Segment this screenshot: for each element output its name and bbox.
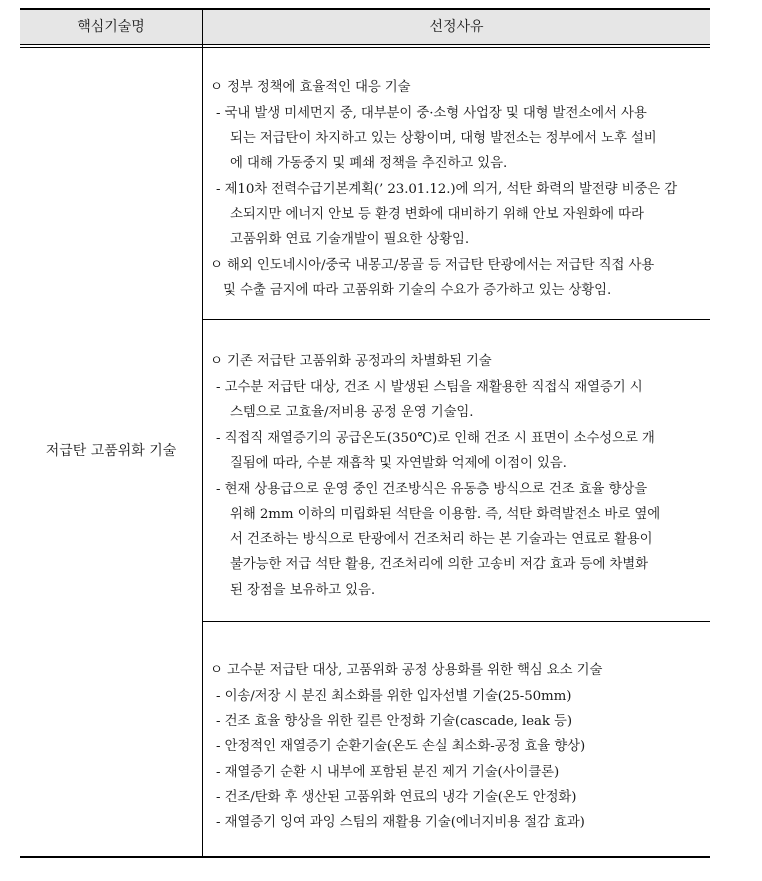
section-2-line: ㅇ 기존 저급탄 고품위화 공정과의 차별화된 기술 bbox=[210, 354, 492, 369]
section-3-line: - 이송/저장 시 분진 최소화를 위한 입자선별 기술(25-50mm) bbox=[216, 689, 572, 704]
section-2-line: 서 건조하는 방식으로 탄광에서 건조처리 하는 본 기술과는 연료로 활용이 bbox=[230, 532, 653, 547]
section-3-line: - 재열증기 잉여 과잉 스팀의 재활용 기술(에너지비용 절감 효과) bbox=[216, 815, 585, 830]
section-1-line: - 국내 발생 미세먼지 중, 대부분이 중·소형 사업장 및 대형 발전소에서 사용 bbox=[216, 106, 647, 121]
section-1-line: 되는 저급탄이 차지하고 있는 상황이며, 대형 발전소는 정부에서 노후 설비 bbox=[230, 131, 657, 146]
section-3-line: - 안정적인 재열증기 순환기술(온도 손실 최소화-공정 효율 향상) bbox=[216, 739, 586, 754]
section-1-line: 고품위화 연료 기술개발이 필요한 상황임. bbox=[230, 232, 469, 247]
reason-section-1 bbox=[203, 48, 710, 319]
section-1-line: 소되지만 에너지 안보 등 환경 변화에 대비하기 위해 안보 자원화에 따라 bbox=[230, 207, 644, 222]
section-2-line: 불가능한 저급 석탄 활용, 건조처리에 의한 고송비 저감 효과 등에 차별화 bbox=[230, 557, 648, 572]
section-3-line: - 건조 효율 향상을 위한 킬른 안정화 기술(cascade, leak 등) bbox=[216, 714, 572, 729]
section-2-line: - 현재 상용급으로 운영 중인 건조방식은 유동층 방식으로 건조 효율 향상을 bbox=[216, 482, 648, 497]
section-3-line: - 건조/탄화 후 생산된 고품위화 연료의 냉각 기술(온도 안정화) bbox=[216, 790, 577, 805]
section-2-line: 된 장점을 보유하고 있음. bbox=[230, 583, 375, 598]
section-3-line: - 재열증기 순환 시 내부에 포함된 분진 제거 기술(사이클론) bbox=[216, 765, 560, 780]
section-2-line: - 고수분 저급탄 대상, 건조 시 발생된 스팀을 재활용한 직접식 재열증기 시 bbox=[216, 380, 643, 395]
header-reason: 선정사유 bbox=[429, 19, 484, 35]
section-1-line: ㅇ 해외 인도네시아/중국 내몽고/몽골 등 저급탄 탄광에서는 저급탄 직접 사용 bbox=[210, 258, 655, 273]
tech-name-cell: 저급탄 고품위화 기술 bbox=[45, 443, 177, 459]
section-1-line: 및 수출 금지에 따라 고품위화 기술의 수요가 증가하고 있는 상황임. bbox=[223, 283, 612, 298]
reason-section-2 bbox=[203, 320, 710, 621]
header-tech-name: 핵심기술명 bbox=[77, 19, 145, 35]
section-2-line: 스템으로 고효율/저비용 공정 운영 기술임. bbox=[230, 405, 474, 420]
tech-table bbox=[20, 8, 710, 858]
section-1-line: ㅇ 정부 정책에 효율적인 대응 기술 bbox=[210, 80, 411, 95]
section-1-line: - 제10차 전력수급기본계획(’ 23.01.12.)에 의거, 석탄 화력의 발전량 비중은 감 bbox=[216, 182, 678, 197]
section-2-line: 위해 2mm 이하의 미립화된 석탄을 이용함. 즉, 석탄 화력발전소 바로 옆에 bbox=[230, 507, 661, 522]
bottom-rule bbox=[20, 856, 710, 858]
reason-section-3 bbox=[203, 622, 710, 856]
section-3-line: ㅇ 고수분 저급탄 대상, 고품위화 공정 상용화를 위한 핵심 요소 기술 bbox=[210, 663, 603, 678]
section-2-line: 질됨에 따라, 수분 재흡착 및 자연발화 억제에 이점이 있음. bbox=[230, 456, 567, 471]
section-1-line: 에 대해 가동중지 및 폐쇄 정책을 추진하고 있음. bbox=[230, 156, 508, 171]
section-2-line: - 직접직 재열증기의 공급온도(350℃)로 인해 건조 시 표면이 소수성으로 개 bbox=[216, 431, 655, 446]
